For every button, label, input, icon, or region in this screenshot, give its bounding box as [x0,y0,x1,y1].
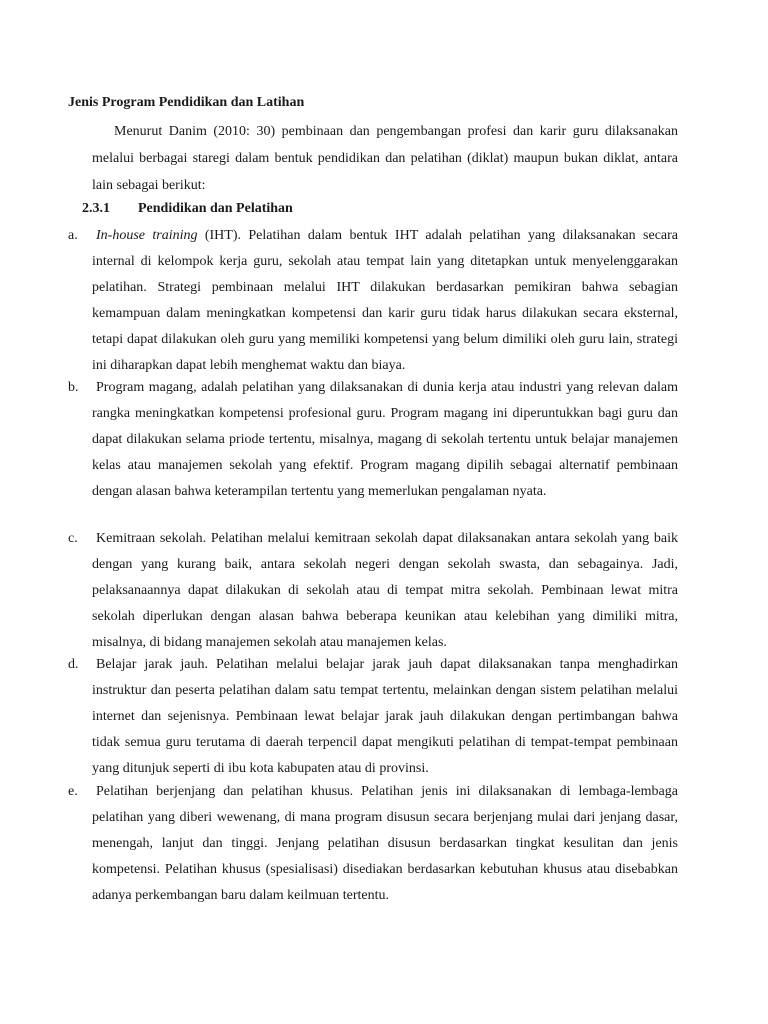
list-marker: b. [68,380,79,395]
list-marker: a. [68,228,78,243]
list-item-text: Belajar jarak jauh. Pelatihan melalui belajar jarak jauh dapat dilaksanakan tanpa menghadirkan instruktur dan peserta pelatihan dalam satu tempat tertentu, melainkan dengan sistem pelatihan melalui internet dan sejenisnya. Pembinaan lewat belajar jarak jauh dilakukan dengan pertimbangan bahwa tidak semua guru terutama di daerah terpencil dapat mengikuti pelatihan di tempat-tempat pembinaan yang ditunjuk seperti di ibu kota kabupaten atau di provinsi. [92,657,678,776]
list-item [92,223,678,379]
section-heading: Jenis Program Pendidikan dan Latihan [68,95,305,110]
list-marker: c. [68,531,78,546]
intro-paragraph [92,118,678,199]
list-item [92,652,678,782]
list-marker: d. [68,657,79,672]
list-item [92,779,678,909]
list-marker: e. [68,784,78,799]
list-item-text: Kemitraan sekolah. Pelatihan melalui kemitraan sekolah dapat dilaksanakan antara sekolah yang baik dengan yang kurang baik, antara sekolah negeri dengan sekolah swasta, dan sebagainya. Jadi, pelaksanaannya dapat dilakukan di sekolah atau di tempat mitra sekolah. Pembinaan lewat mitra sekolah diperlukan dengan alasan bahwa beberapa keunikan atau kelebihan yang dimiliki mitra, misalnya, di bidang manajemen sekolah atau manajemen kelas. [92,531,678,650]
subsection-number: 2.3.1 [82,201,110,216]
list-item [92,375,678,505]
intro-text: Menurut Danim (2010: 30) pembinaan dan pengembangan profesi dan karir guru dilaksanakan melalui berbagai staregi dalam bentuk pendidikan dan pelatihan (diklat) maupun bukan diklat, antara lain sebagai berikut: [92,124,678,193]
list-item [92,526,678,656]
subsection-title: Pendidikan dan Pelatihan [138,201,293,216]
list-item-text: Pelatihan berjenjang dan pelatihan khusus. Pelatihan jenis ini dilaksanakan di lembaga-lembaga pelatihan yang diberi wewenang, di mana program disusun secara berjenjang mulai dari jenjang dasar, menengah, lanjut dan tinggi. Jenjang pelatihan disusun berdasarkan tingkat kesulitan dan jenis kompetensi. Pelatihan khusus (spesialisasi) disediakan berdasarkan kebutuhan khusus atau disebabkan adanya perkembangan baru dalam keilmuan tertentu. [92,784,678,903]
subsection-heading [82,199,293,219]
list-item-text: Program magang, adalah pelatihan yang dilaksanakan di dunia kerja atau industri yang relevan dalam rangka meningkatkan kompetensi profesional guru. Program magang ini diperuntukkan bagi guru dan dapat dilakukan selama priode tertentu, misalnya, magang di sekolah tertentu untuk belajar manajemen kelas atau manajemen sekolah yang efektif. Program magang dipilih sebagai alternatif pembinaan dengan alasan bahwa keterampilan tertentu yang memerlukan pengalaman nyata. [92,380,678,499]
list-item-term: In-house training [96,228,198,243]
list-item-text: (IHT). Pelatihan dalam bentuk IHT adalah pelatihan yang dilaksanakan secara internal di kelompok kerja guru, sekolah atau tempat lain yang ditetapkan untuk menyelenggarakan pelatihan. Strategi pembinaan melalui IHT dilakukan berdasarkan pemikiran bahwa sebagian kemampuan dalam meningkatkan kompetensi dan karir guru tidak harus dilakukan secara eksternal, tetapi dapat dilakukan oleh guru yang memiliki kompetensi yang belum dimiliki oleh guru lain, strategi ini diharapkan dapat lebih menghemat waktu dan biaya. [92,228,678,373]
